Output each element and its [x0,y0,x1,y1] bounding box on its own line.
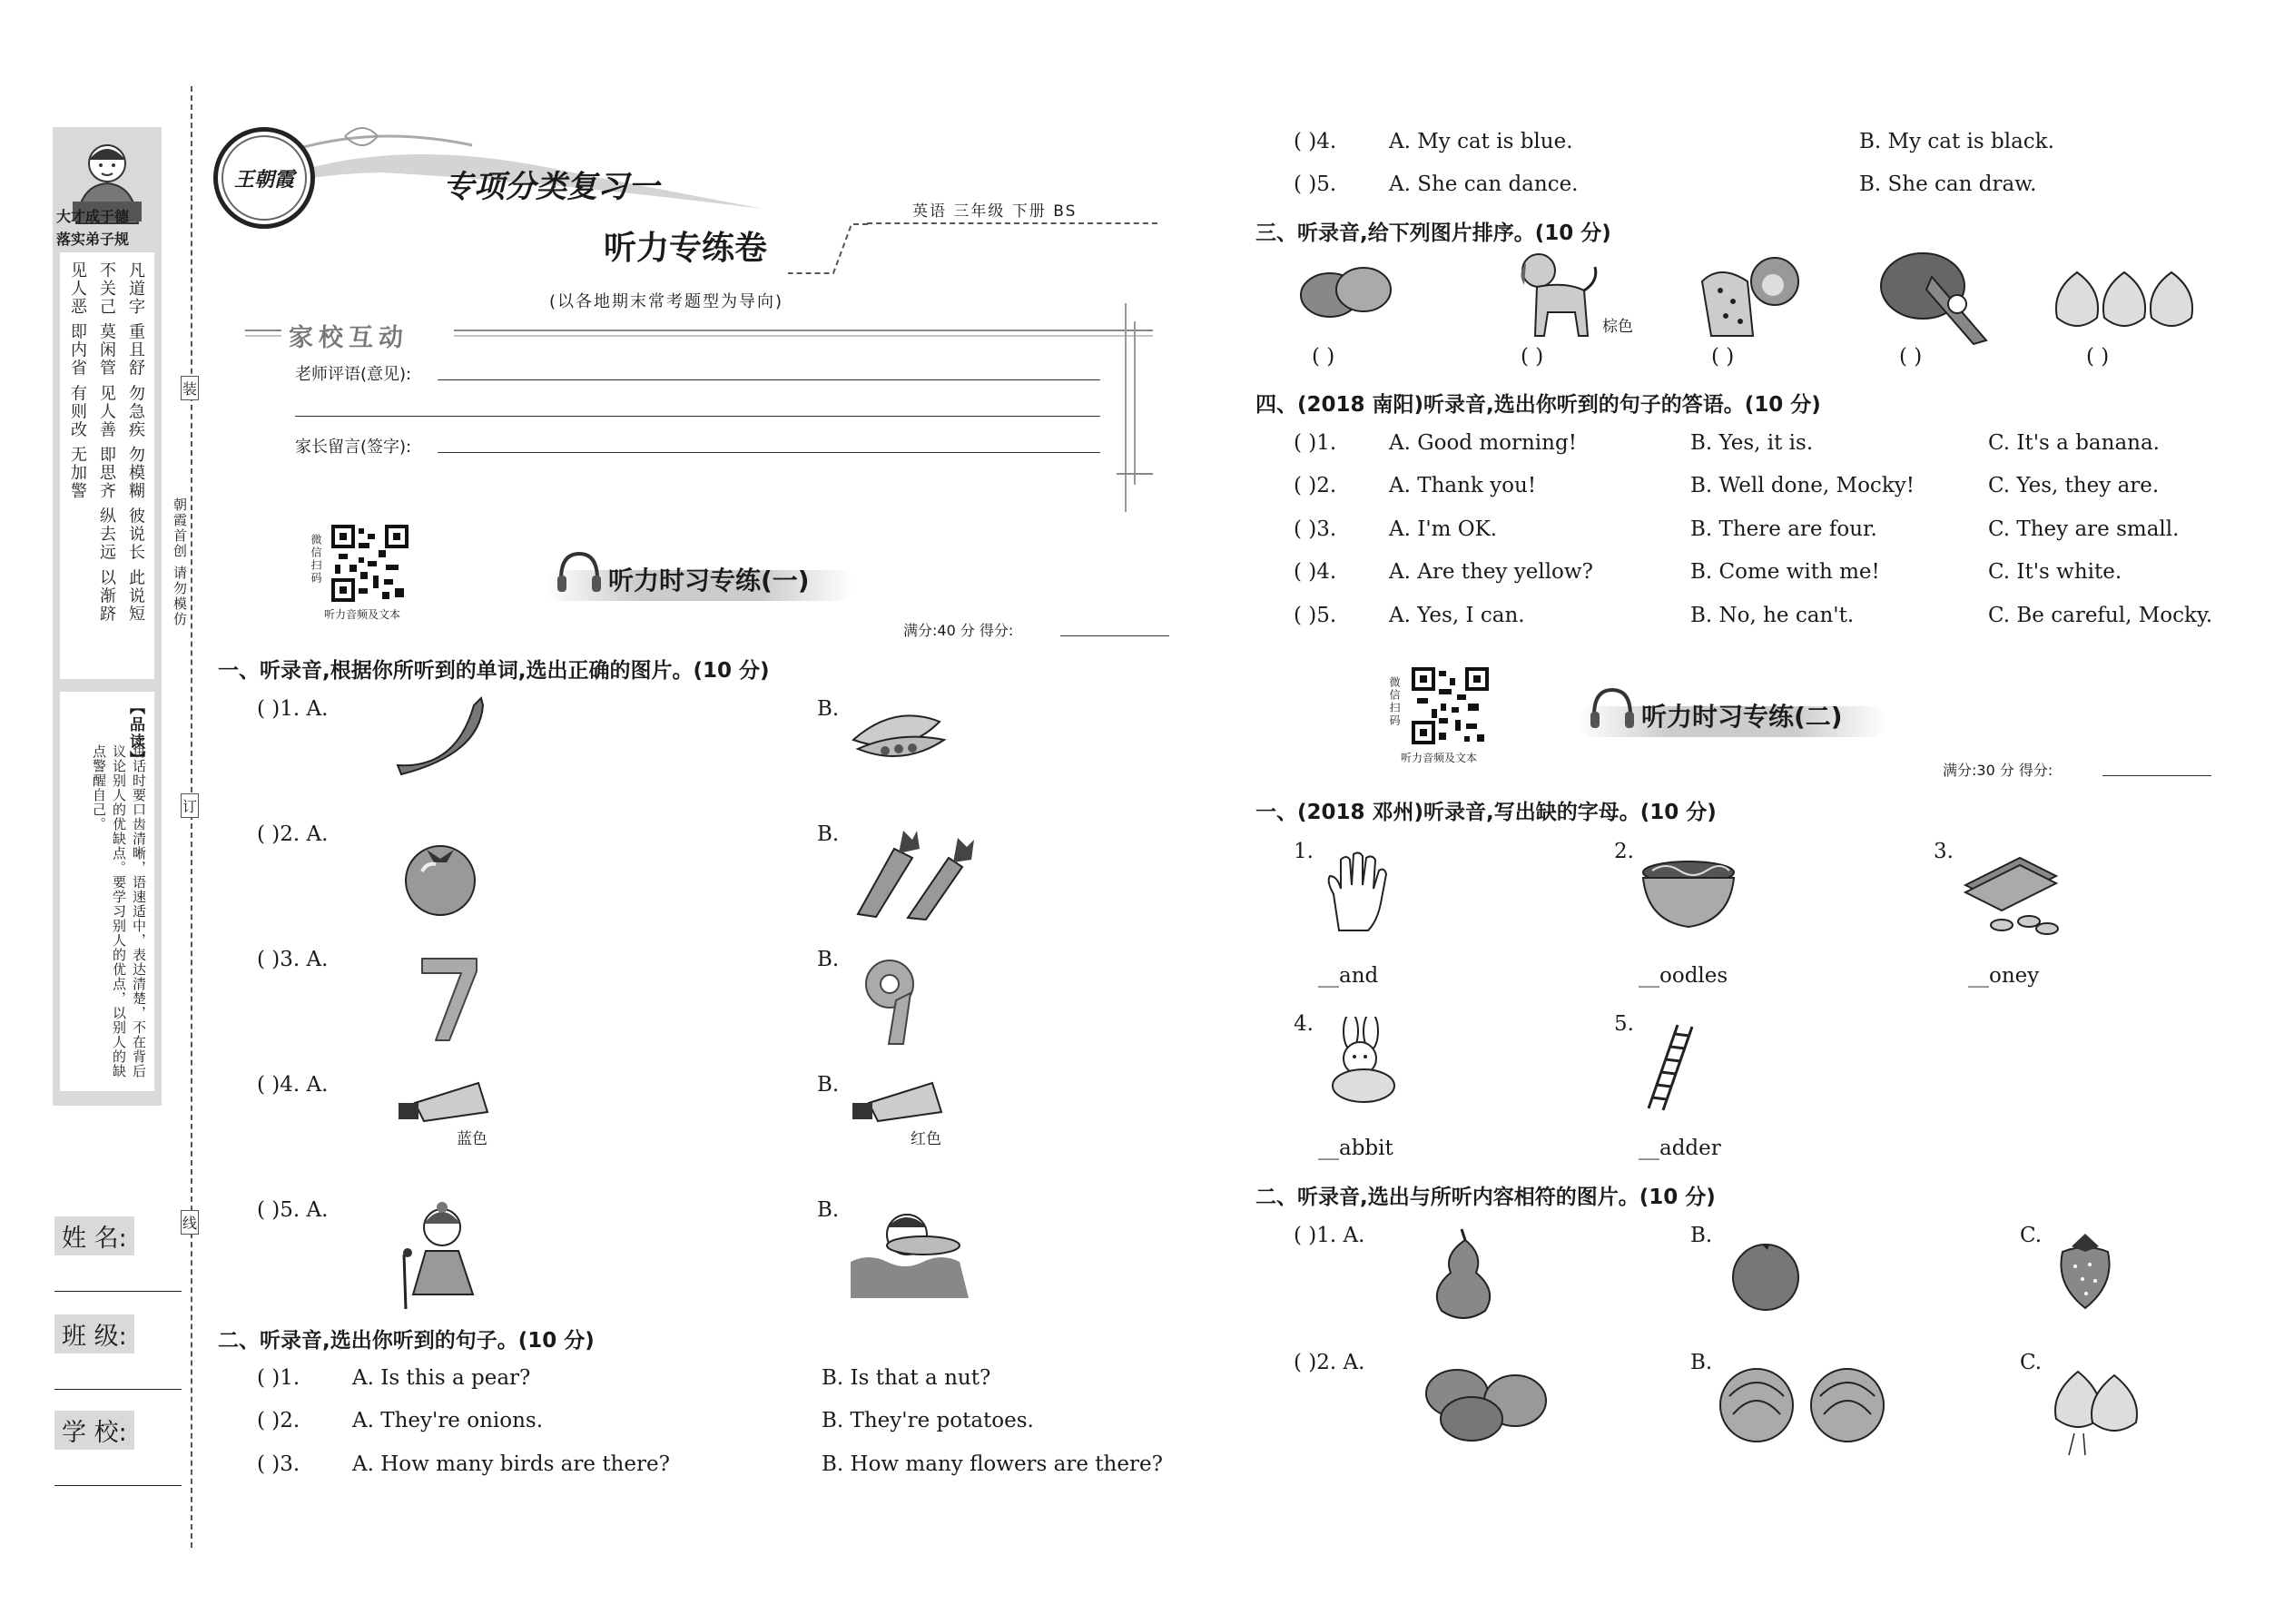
qr-code-2[interactable] [1412,667,1489,744]
p2-s1-word-1[interactable]: __and [1318,964,1379,988]
p1-s2-q3-a: A. How many birds are there? [352,1452,670,1476]
p2-s1-word-3[interactable]: __oney [1968,964,2040,988]
p1-section-1-title: 一、听录音,根据你所听到的单词,选出正确的图片。(10 分) [218,659,770,683]
copyright-note: 朝霞首创 请勿模仿 [172,497,188,627]
noodles-bowl-image [1639,858,1738,930]
monkey-leopard-image [1693,245,1811,345]
number-nine-image [858,953,921,1048]
rabbit-image [1316,1017,1407,1107]
p1-s1-q5-b: B. [817,1198,840,1222]
order-blank-4[interactable]: ( ) [1899,345,1923,369]
p1-s4-q4-c: C. It's white. [1988,560,2122,584]
p1-s2-q1-b: B. Is that a nut? [822,1366,991,1390]
p2-s2-q2-b: B. [1690,1351,1713,1374]
teacher-comment-field[interactable] [438,379,1100,380]
poem-box [60,252,154,679]
p1-s4-q5-num: ( )5. [1294,604,1337,627]
peas-image [849,694,949,767]
p1-s1-q4-b: B. [817,1073,840,1097]
tomato-image [399,835,481,917]
p2-s1-n1: 1. [1294,840,1314,863]
teacher-comment-field-2[interactable] [295,416,1100,417]
p1-s4-q3-c: C. They are small. [1988,517,2180,541]
practice-2-title: 听力时习专练(二) [1641,702,1843,732]
class-field[interactable] [54,1389,182,1390]
banana-image [392,694,487,776]
p1-s2-q4-a: A. My cat is blue. [1389,130,1573,153]
onions-image-2 [2047,1366,2147,1457]
motto-line-1: 大才成于德 [56,208,130,225]
paper-subtitle: (以各地期末常考题型为导向) [549,292,784,311]
p1-s1-q2: ( )2. A. [257,822,329,846]
p1-s2-q5-b: B. She can draw. [1859,172,2037,196]
p1-s2-q1-a: A. Is this a pear? [352,1366,531,1390]
p2-s1-n4: 4. [1294,1012,1314,1036]
teacher-comment-label: 老师评语(意见): [295,365,412,384]
headphones-icon [554,546,605,597]
p1-s2-q1-num: ( )1. [257,1366,300,1390]
practice-2-score: 满分:30 分 得分: [1943,762,2053,779]
reading-text: 讲话时要口齿清晰，语速适中，表达清楚，不在背后议论别人的优缺点。要学习别人的优点，以别人的缺点警醒自己。 [91,744,147,1078]
book-meta: 英语 三年级 下册 BS [912,202,1078,221]
qr-side-text: 微信扫码 [310,534,322,585]
p1-s4-q1-b: B. Yes, it is. [1690,431,1814,455]
paint-red-caption: 红色 [911,1130,941,1148]
cut-mark-2: 订 [181,793,199,818]
poem-column-2: 不关己 莫闲管 见人善 即思齐 纵去远 以渐跻 [97,261,116,624]
series-title: 专项分类复习一 [443,169,659,205]
hand-image [1321,849,1403,935]
p2-s2-q1-b: B. [1690,1224,1713,1247]
strawberry-image [2053,1230,2117,1312]
p1-s4-q4-b: B. Come with me! [1690,560,1880,584]
p1-s1-q5: ( )5. A. [257,1198,329,1222]
order-blank-3[interactable]: ( ) [1711,345,1735,369]
p1-s4-q3-a: A. I'm OK. [1389,517,1498,541]
p2-s1-n2: 2. [1614,840,1634,863]
carrots-image [849,831,976,921]
p2-section-1-title: 一、(2018 邓州)听录音,写出缺的字母。(10 分) [1255,801,1717,824]
p2-s1-word-4[interactable]: __abbit [1318,1137,1393,1160]
p1-s1-q2-b: B. [817,822,840,846]
number-seven-image [418,953,481,1044]
p1-s1-q1: ( )1. A. [257,697,329,721]
ladder-image [1643,1021,1698,1112]
headphones-icon-2 [1587,683,1638,733]
p1-s4-q1-a: A. Good morning! [1389,431,1577,455]
p1-s2-q2-num: ( )2. [257,1409,300,1432]
p1-s2-q2-b: B. They're potatoes. [822,1409,1034,1432]
p2-s2-q2-c: C. [2020,1351,2043,1374]
p2-s1-n3: 3. [1934,840,1954,863]
p1-s1-q3: ( )3. A. [257,948,329,971]
p1-s4-q2-b: B. Well done, Mocky! [1690,474,1915,497]
cut-mark-3: 线 [181,1210,199,1235]
order-blank-2[interactable]: ( ) [1521,345,1544,369]
home-school-label: 家校互动 [289,324,409,352]
poem-column-1: 凡道字 重且舒 勿急疾 勿模糊 彼说长 此说短 [126,261,145,624]
poem-column-3: 见人恶 即内省 有则改 无加警 [68,261,87,501]
orange-image [1729,1239,1802,1312]
cabbages-image [1711,1360,1893,1446]
p2-s2-q1: ( )1. A. [1294,1224,1365,1247]
reading-tag: 【品读】 [126,699,144,768]
p1-s1-q3-b: B. [817,948,840,971]
logo-text: 王朝霞 [233,169,294,192]
practice-1-score-field[interactable] [1060,635,1169,636]
p2-section-2-title: 二、听录音,选出与所听内容相符的图片。(10 分) [1255,1186,1716,1209]
meta-underline [867,222,1157,224]
p1-s2-q5-a: A. She can dance. [1389,172,1579,196]
school-label: 学 校: [54,1411,134,1450]
potatoes-image [1421,1357,1552,1443]
practice-1-title: 听力时习专练(一) [608,566,810,595]
p1-s2-q4-b: B. My cat is black. [1859,130,2054,153]
girl-singing-image [386,1200,495,1309]
p2-s1-word-2[interactable]: __oodles [1639,964,1728,988]
name-label: 姓 名: [54,1216,134,1255]
p1-s4-q5-a: A. Yes, I can. [1389,604,1525,627]
p1-s2-q4-num: ( )4. [1294,130,1337,153]
order-blank-1[interactable]: ( ) [1312,345,1335,369]
p1-s2-q5-num: ( )5. [1294,172,1337,196]
p1-s4-q5-b: B. No, he can't. [1690,604,1855,627]
p1-s4-q4-a: A. Are they yellow? [1389,560,1593,584]
onions-image [2052,263,2197,336]
qr-code[interactable] [331,525,409,602]
p1-s1-q4: ( )4. A. [257,1073,329,1097]
paint-blue-caption: 蓝色 [457,1130,487,1148]
p1-s4-q2-a: A. Thank you! [1389,474,1537,497]
qr-2-caption: 听力音频及文本 [1401,752,1478,764]
motto-line-2: 落实弟子规 [56,231,130,248]
kid-climbing-tree-image [1877,250,1995,345]
p1-s2-q2-a: A. They're onions. [352,1409,544,1432]
class-label: 班 级: [54,1314,134,1353]
p2-s1-n5: 5. [1614,1012,1634,1036]
paper-title: 听力专练卷 [604,230,768,267]
p1-s4-q3-b: B. There are four. [1690,517,1877,541]
reading-box [60,692,154,1091]
home-school-lines [245,303,1162,512]
p1-s4-q1-c: C. It's a banana. [1988,431,2160,455]
p1-section-4-title: 四、(2018 南阳)听录音,选出你听到的句子的答语。(10 分) [1255,393,1821,417]
parent-note-field[interactable] [438,452,1100,453]
p1-s4-q3-num: ( )3. [1294,517,1337,541]
paint-tube-blue-image [397,1076,492,1130]
p1-s4-q4-num: ( )4. [1294,560,1337,584]
qr-caption: 听力音频及文本 [324,608,401,621]
p1-section-3-title: 三、听录音,给下列图片排序。(10 分) [1255,221,1611,245]
p2-s1-word-5[interactable]: __adder [1639,1137,1721,1160]
practice-1-score: 满分:40 分 得分: [903,622,1014,639]
money-image [1956,849,2065,935]
practice-2-score-field[interactable] [2102,775,2211,776]
p1-s4-q2-c: C. Yes, they are. [1988,474,2160,497]
p2-s2-q1-c: C. [2020,1224,2043,1247]
pear-image [1425,1227,1502,1323]
name-field[interactable] [54,1291,182,1292]
p1-s1-q1-b: B. [817,697,840,721]
dog-image [1511,245,1602,345]
p1-s2-q3-num: ( )3. [257,1452,300,1476]
eggs-image [1298,259,1398,322]
cut-mark-1: 装 [181,376,199,400]
dog-color-caption: 棕色 [1602,318,1633,336]
p1-section-2-title: 二、听录音,选出你听到的句子。(10 分) [218,1329,595,1353]
order-blank-5[interactable]: ( ) [2086,345,2110,369]
boy-swimming-image [851,1198,969,1298]
p1-s4-q1-num: ( )1. [1294,431,1337,455]
parent-note-label: 家长留言(签字): [295,438,412,457]
p1-s4-q5-c: C. Be careful, Mocky. [1988,604,2213,627]
p2-s2-q2: ( )2. A. [1294,1351,1365,1374]
school-field[interactable] [54,1485,182,1486]
paint-tube-red-image [851,1076,946,1130]
brand-logo [213,127,315,229]
p1-s2-q3-b: B. How many flowers are there? [822,1452,1163,1476]
p1-s4-q2-num: ( )2. [1294,474,1337,497]
meta-connector [788,222,870,277]
qr-2-side-text: 微信扫码 [1388,676,1401,727]
